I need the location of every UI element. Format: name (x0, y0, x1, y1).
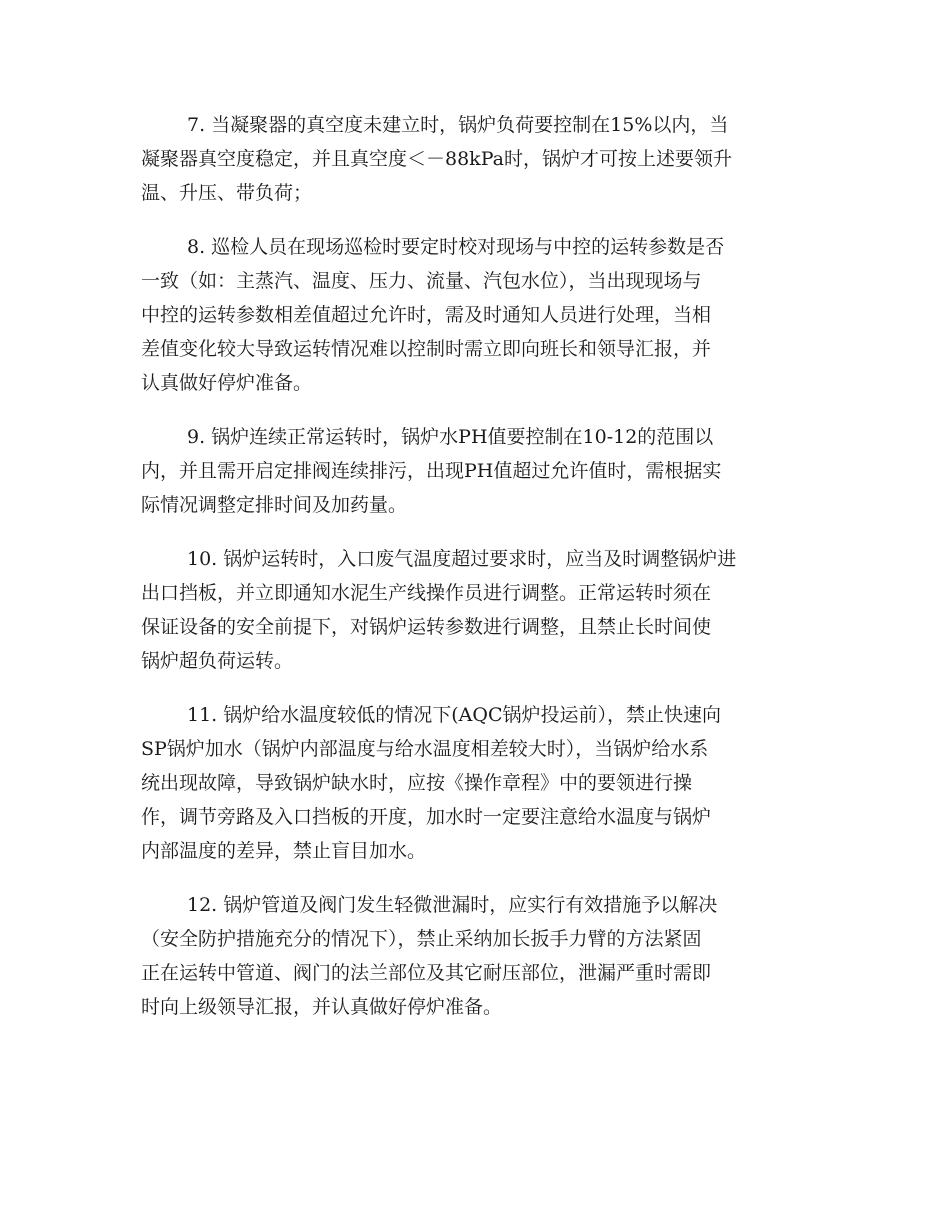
paragraph-line: 认真做好停炉准备。 (141, 372, 313, 394)
paragraph-10 (141, 542, 811, 678)
paragraph-line: 7. 当凝聚器的真空度未建立时，锅炉负荷要控制在15%以内，当 (187, 114, 729, 136)
paragraph-line: 12. 锅炉管道及阀门发生轻微泄漏时，应实行有效措施予以解决 (187, 894, 718, 916)
paragraph-line: 保证设备的安全前提下，对锅炉运转参数进行调整，且禁止长时间使 (141, 616, 712, 638)
paragraph-line: 8. 巡检人员在现场巡检时要定时校对现场与中控的运转参数是否 (187, 236, 725, 258)
paragraph-line: 统出现故障，导致锅炉缺水时，应按《操作章程》中的要领进行操 (141, 772, 693, 794)
paragraph-line: 内部温度的差异，禁止盲目加水。 (141, 840, 427, 862)
paragraph-line: 温、升压、带负荷； (141, 182, 313, 204)
paragraph-line: 一致（如：主蒸汽、温度、压力、流量、汽包水位），当出现现场与 (141, 270, 702, 292)
paragraph-line: 11. 锅炉给水温度较低的情况下(AQC锅炉投运前），禁止快速向 (187, 704, 722, 726)
paragraph-line: 际情况调整定排时间及加药量。 (141, 494, 408, 516)
paragraph-line: 正在运转中管道、阀门的法兰部位及其它耐压部位，泄漏严重时需即 (141, 962, 712, 984)
paragraph-line: 时向上级领导汇报，并认真做好停炉准备。 (141, 996, 503, 1018)
paragraph-line: （安全防护措施充分的情况下），禁止采纳加长扳手力臂的方法紧固 (141, 928, 702, 950)
paragraph-9 (141, 420, 811, 522)
paragraph-line: 出口挡板，并立即通知水泥生产线操作员进行调整。正常运转时须在 (141, 582, 712, 604)
paragraph-line: 中控的运转参数相差值超过允许时，需及时通知人员进行处理，当相 (141, 304, 712, 326)
paragraph-line: 9. 锅炉连续正常运转时，锅炉水PH值要控制在10-12的范围以 (187, 426, 714, 448)
paragraph-11 (141, 698, 811, 868)
paragraph-line: 凝聚器真空度稳定，并且真空度＜－88kPa时，锅炉才可按上述要领升 (141, 148, 732, 170)
paragraph-7 (141, 108, 811, 210)
paragraph-line: SP锅炉加水（锅炉内部温度与给水温度相差较大时），当锅炉给水系 (141, 738, 709, 760)
paragraph-line: 锅炉超负荷运转。 (141, 650, 294, 672)
paragraph-line: 作，调节旁路及入口挡板的开度，加水时一定要注意给水温度与锅炉 (141, 806, 712, 828)
paragraph-line: 差值变化较大导致运转情况难以控制时需立即向班长和领导汇报，并 (141, 338, 712, 360)
paragraph-8 (141, 230, 811, 400)
paragraph-line: 10. 锅炉运转时，入口废气温度超过要求时，应当及时调整锅炉进 (187, 548, 737, 570)
paragraph-12 (141, 888, 811, 1024)
document-body (141, 108, 811, 1044)
paragraph-line: 内，并且需开启定排阀连续排污，出现PH值超过允许值时，需根据实 (141, 460, 722, 482)
